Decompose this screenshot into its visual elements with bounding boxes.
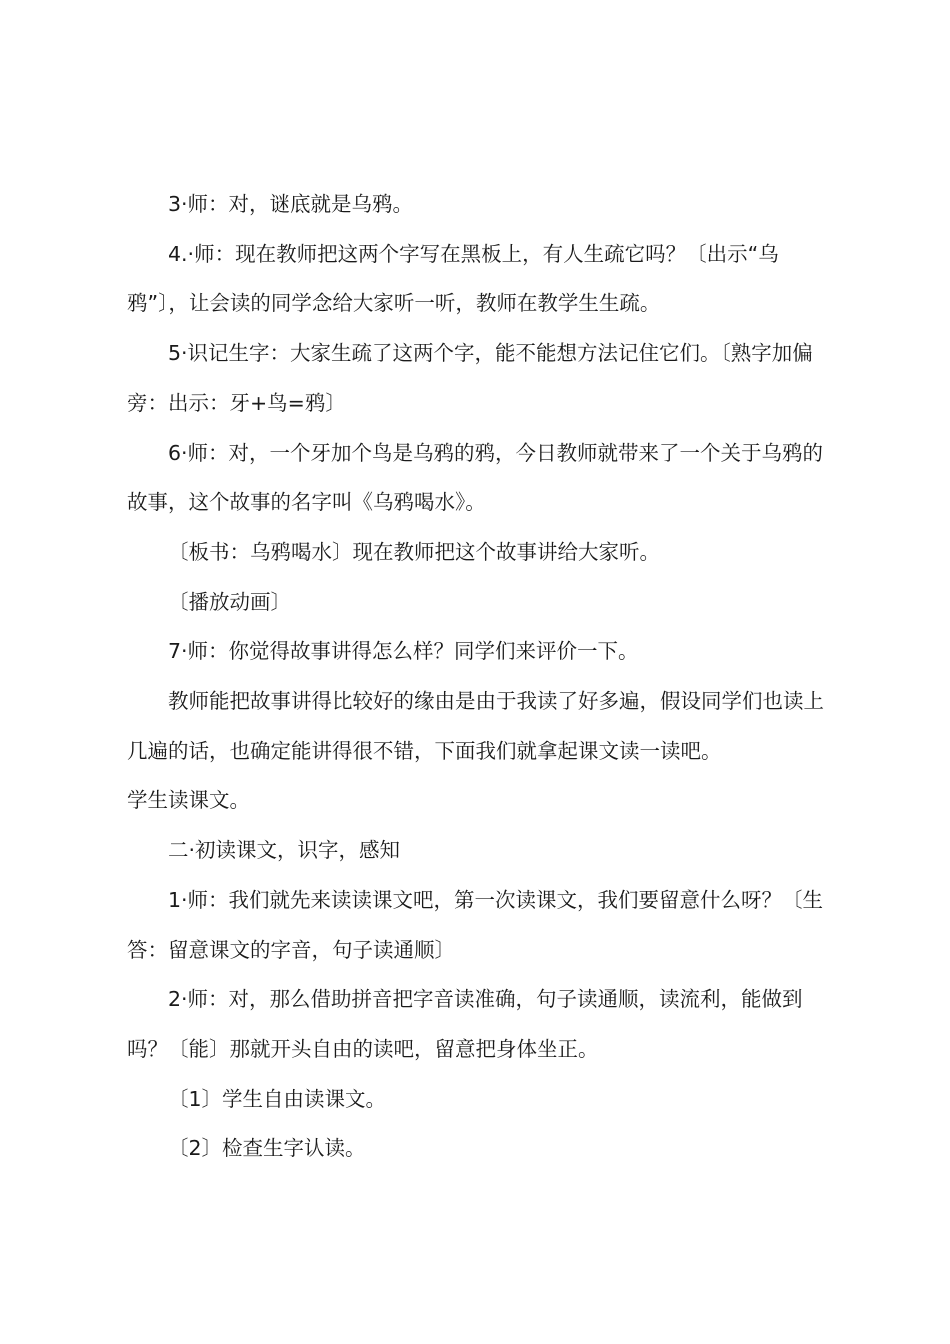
- paragraph: 2·师：对，那么借助拼音把字音读准确，句子读通顺，读流利，能做到吗？〔能〕那就开头自由的读吧，留意把身体坐正。: [127, 987, 803, 1061]
- paragraph: 〔板书：乌鸦喝水〕现在教师把这个故事讲给大家听。: [168, 539, 660, 564]
- paragraph: 6·师：对，一个牙加个鸟是乌鸦的鸦，今日教师就带来了一个关于乌鸦的故事，这个故事的名字叫《乌鸦喝水》。: [127, 440, 824, 515]
- paragraph: 4.·师：现在教师把这两个字写在黑板上，有人生疏它吗？〔出示“乌鸦”〕，让会读的同学念给大家听一听，教师在教学生生疏。: [127, 241, 779, 316]
- paragraph: 〔播放动画〕: [168, 589, 291, 614]
- paragraph: 教师能把故事讲得比较好的缘由是由于我读了好多遍，假设同学们也读上几遍的话，也确定能讲得很不错，下面我们就拿起课文读一读吧。: [127, 689, 824, 763]
- section-heading: 二·初读课文，识字，感知: [168, 838, 401, 863]
- paragraph: 7·师：你觉得故事讲得怎么样？同学们来评价一下。: [168, 639, 639, 664]
- paragraph: 3·师：对，谜底就是乌鸦。: [168, 192, 414, 216]
- paragraph: 5·识记生字：大家生疏了这两个字，能不能想方法记住它们。〔熟字加偏旁：出示：牙+鸟=鸦〕: [127, 341, 813, 415]
- paragraph: 1·师：我们就先来读读课文吧，第一次读课文，我们要留意什么呀？〔生答：留意课文的字音，句子读通顺〕: [127, 887, 824, 962]
- paragraph: 〔2〕检查生字认读。: [168, 1136, 366, 1161]
- document-body: [127, 180, 833, 1174]
- paragraph: 〔1〕学生自由读课文。: [168, 1086, 387, 1111]
- paragraph: 学生读课文。: [127, 788, 250, 813]
